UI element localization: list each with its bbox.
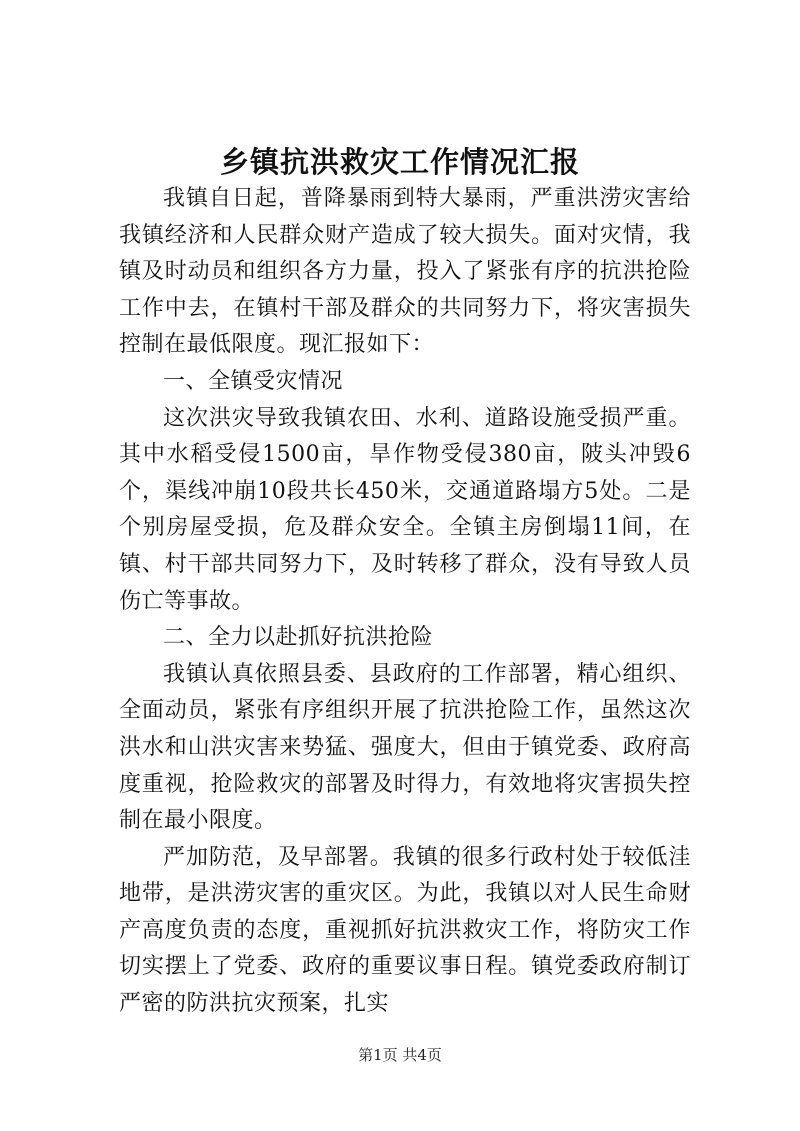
section-heading-2: 二、全力以赴抓好抗洪抢险 <box>163 625 434 651</box>
page-number-footer: 第1页 共4页 <box>358 1046 442 1064</box>
paragraph-intro: 我镇自日起，普降暴雨到特大暴雨，严重洪涝灾害给我镇经济和人民群众财产造成了较大损失。面对灾情，我镇及时动员和组织各方力量，投入了紧张有序的抗洪抢险工作中去，在镇村干部及群众的共同努力下，将灾害损失控制在最低限度。现汇报如下： <box>119 186 691 358</box>
document-title: 乡镇抗洪救灾工作情况汇报 <box>219 145 580 179</box>
document-body <box>119 181 691 1023</box>
section-heading-1: 一、全镇受灾情况 <box>163 368 344 394</box>
paragraph-damage: 这次洪灾导致我镇农田、水利、道路设施受损严重。其中水稻受侵1500亩，旱作物受侵380亩，陂头冲毁6个，渠线冲崩10段共长450米，交通道路塌方5处。二是个别房屋受损，危及群众安全。全镇主房倒塌11间，在镇、村干部共同努力下，及时转移了群众，没有导致人员伤亡等事故。 <box>119 405 691 614</box>
paragraph-response: 我镇认真依照县委、县政府的工作部署，精心组织、全面动员，紧张有序组织开展了抗洪抢险工作，虽然这次洪水和山洪灾害来势猛、强度大，但由于镇党委、政府高度重视，抢险救灾的部署及时得力，有效地将灾害损失控制在最小限度。 <box>119 661 691 834</box>
paragraph-prevention: 严加防范，及早部署。我镇的很多行政村处于较低洼地带，是洪涝灾害的重灾区。为此，我镇以对人民生命财产高度负责的态度，重视抓好抗洪救灾工作，将防灾工作切实摆上了党委、政府的重要议事日程。镇党委政府制订严密的防洪抗灾预案，扎实 <box>119 844 691 1017</box>
